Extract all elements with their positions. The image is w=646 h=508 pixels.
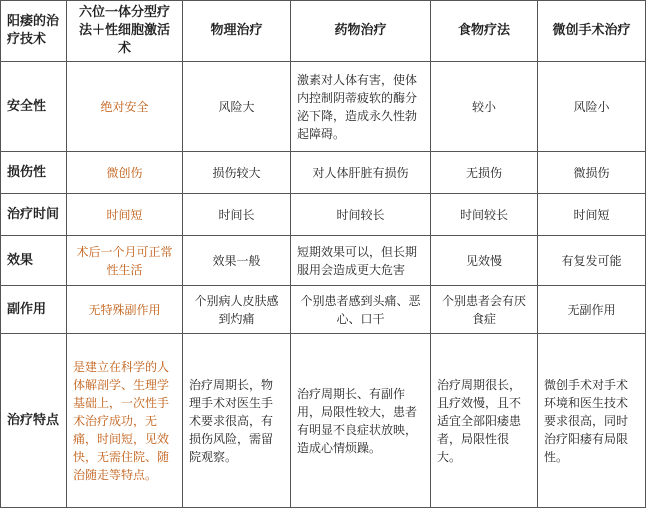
cell-safety-surgery: 风险小 <box>538 62 646 152</box>
header-six-in-one: 六位一体分型疗法＋性细胞激活术 <box>67 1 183 62</box>
cell-feature-drug: 治疗周期长、有副作用，局限性较大，患者有明显不良症状放映，造成心情烦躁。 <box>291 334 431 508</box>
cell-safety-drug: 激素对人体有害，使体内控制阴蒂疲软的酶分泌下降，造成永久性勃起障碍。 <box>291 62 431 152</box>
row-label-effect: 效果 <box>1 236 67 286</box>
cell-safety-six: 绝对安全 <box>67 62 183 152</box>
header-food: 食物疗法 <box>431 1 538 62</box>
header-minimally-invasive: 微创手术治疗 <box>538 1 646 62</box>
cell-time-drug: 时间较长 <box>291 194 431 236</box>
row-damage <box>1 152 646 194</box>
cell-effect-drug: 短期效果可以，但长期服用会造成更大危害 <box>291 236 431 286</box>
cell-side-six: 无特殊副作用 <box>67 286 183 334</box>
cell-side-physical: 个别病人皮肤感到灼痛 <box>183 286 291 334</box>
cell-feature-food: 治疗周期很长，且疗效慢，且不适宜全部阳痿患者，局限性很大。 <box>431 334 538 508</box>
cell-safety-physical: 风险大 <box>183 62 291 152</box>
cell-safety-food: 较小 <box>431 62 538 152</box>
cell-effect-surgery: 有复发可能 <box>538 236 646 286</box>
cell-damage-physical: 损伤较大 <box>183 152 291 194</box>
cell-damage-surgery: 微损伤 <box>538 152 646 194</box>
cell-damage-drug: 对人体肝脏有损伤 <box>291 152 431 194</box>
corner-header: 阳痿的治疗技术 <box>1 1 67 62</box>
cell-time-physical: 时间长 <box>183 194 291 236</box>
cell-feature-physical: 治疗周期长，物理手术对医生手术要求很高，有损伤风险，需留院观察。 <box>183 334 291 508</box>
cell-time-food: 时间较长 <box>431 194 538 236</box>
cell-side-surgery: 无副作用 <box>538 286 646 334</box>
header-physical: 物理治疗 <box>183 1 291 62</box>
cell-effect-six: 术后一个月可正常性生活 <box>67 236 183 286</box>
row-label-damage: 损伤性 <box>1 152 67 194</box>
row-safety <box>1 62 646 152</box>
cell-damage-six: 微创伤 <box>67 152 183 194</box>
cell-time-surgery: 时间短 <box>538 194 646 236</box>
cell-side-drug: 个别患者感到头痛、恶心、口干 <box>291 286 431 334</box>
cell-feature-six: 是建立在科学的人体解剖学、生理学基础上，一次性手术治疗成功，无痛，时间短，见效快，无需住院、随治随走等特点。 <box>67 334 183 508</box>
cell-side-food: 个别患者会有厌食症 <box>431 286 538 334</box>
row-label-safety: 安全性 <box>1 62 67 152</box>
cell-time-six: 时间短 <box>67 194 183 236</box>
cell-feature-surgery: 微创手术对手术环境和医生技术要求很高，同时治疗阳痿有局限性。 <box>538 334 646 508</box>
row-side-effect <box>1 286 646 334</box>
cell-damage-food: 无损伤 <box>431 152 538 194</box>
header-drug: 药物治疗 <box>291 1 431 62</box>
row-label-side-effect: 副作用 <box>1 286 67 334</box>
row-features <box>1 334 646 508</box>
row-time <box>1 194 646 236</box>
row-label-features: 治疗特点 <box>1 334 67 508</box>
row-effect <box>1 236 646 286</box>
cell-effect-food: 见效慢 <box>431 236 538 286</box>
row-label-time: 治疗时间 <box>1 194 67 236</box>
header-row <box>1 1 646 62</box>
cell-effect-physical: 效果一般 <box>183 236 291 286</box>
